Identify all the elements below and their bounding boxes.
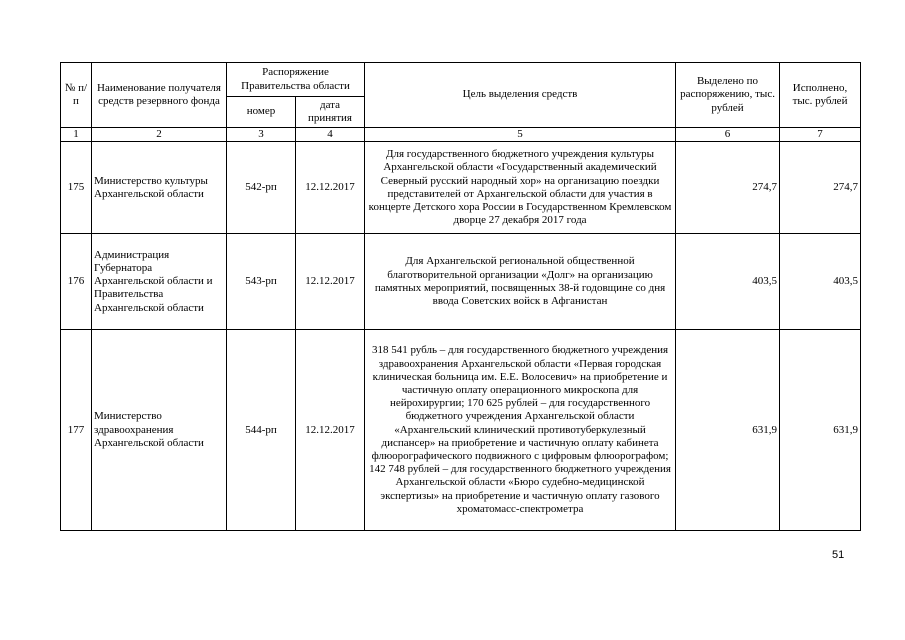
row-num: 176 xyxy=(61,234,92,330)
row-order-number: 542-рп xyxy=(227,142,296,234)
header-allocated: Выделено по распоряжению, тыс. рублей xyxy=(676,63,780,128)
row-purpose: 318 541 рубль – для государственного бюджетного учреждения здравоохранения Архангельской области «Первая городская клиническая больница им. Е.Е. Волосевич» на приобретение и частичную оплату операционного микроскопа для нейрохирургии; 170 625 рублей – для государственного бюджетного учреждения Архангельской области «Архангельский клинический противотуберкулезный диспансер» на приобретение и частичную оплату кабинета флюорографического подвижного с цифровым флюорографом; 142 748 рублей – для государственного бюджетного учреждения Архангельской области «Бюро судебно-медицинской экспертизы» на приобретение и частичную оплату газового хроматомасс-спектрометра xyxy=(365,330,676,531)
column-number: 6 xyxy=(676,128,780,142)
column-number: 5 xyxy=(365,128,676,142)
header-row-top xyxy=(61,63,861,97)
row-order-date: 12.12.2017 xyxy=(296,330,365,531)
header-order-date: дата принятия xyxy=(296,97,365,128)
table-row xyxy=(61,234,861,330)
row-num: 177 xyxy=(61,330,92,531)
header-executed: Исполнено, тыс. рублей xyxy=(780,63,861,128)
header-order-number: номер xyxy=(227,97,296,128)
row-order-date: 12.12.2017 xyxy=(296,234,365,330)
row-order-date: 12.12.2017 xyxy=(296,142,365,234)
column-number: 4 xyxy=(296,128,365,142)
row-recipient: Министерство культуры Архангельской области xyxy=(92,142,227,234)
row-executed: 403,5 xyxy=(780,234,861,330)
column-number: 1 xyxy=(61,128,92,142)
row-allocated: 631,9 xyxy=(676,330,780,531)
row-executed: 274,7 xyxy=(780,142,861,234)
column-number: 2 xyxy=(92,128,227,142)
row-recipient: Министерство здравоохранения Архангельской области xyxy=(92,330,227,531)
column-number: 7 xyxy=(780,128,861,142)
column-numbers-row xyxy=(61,128,861,142)
row-allocated: 403,5 xyxy=(676,234,780,330)
page-number: 51 xyxy=(832,549,845,561)
row-purpose: Для Архангельской региональной общественной благотворительной организации «Долг» на организацию памятных мероприятий, посвященных 38-й годовщине со дня ввода Советских войск в Афганистан xyxy=(365,234,676,330)
row-num: 175 xyxy=(61,142,92,234)
reserve-fund-table xyxy=(60,62,861,531)
table-row xyxy=(61,142,861,234)
row-order-number: 544-рп xyxy=(227,330,296,531)
row-order-number: 543-рп xyxy=(227,234,296,330)
header-order: Распоряжение Правительства области xyxy=(227,63,365,97)
header-recipient: Наименование получателя средств резервного фонда xyxy=(92,63,227,128)
row-executed: 631,9 xyxy=(780,330,861,531)
row-allocated: 274,7 xyxy=(676,142,780,234)
row-purpose: Для государственного бюджетного учреждения культуры Архангельской области «Государственный академический Северный русский народный хор» на организацию поездки представителей от Архангельской области для участия в концерте Детского хора России в Государственном Кремлевском дворце 27 декабря 2017 года xyxy=(365,142,676,234)
header-num: № п/п xyxy=(61,63,92,128)
header-purpose: Цель выделения средств xyxy=(365,63,676,128)
table-row xyxy=(61,330,861,531)
row-recipient: Администрация Губернатора Архангельской области и Правительства Архангельской области xyxy=(92,234,227,330)
column-number: 3 xyxy=(227,128,296,142)
